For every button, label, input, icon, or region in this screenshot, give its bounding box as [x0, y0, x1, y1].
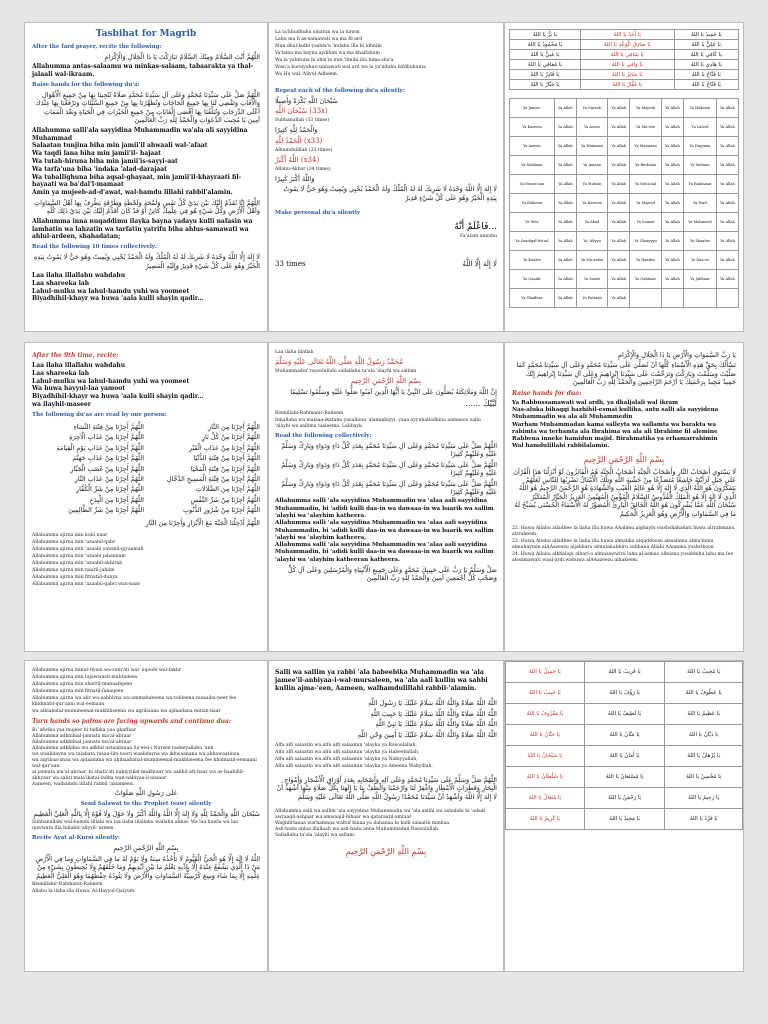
name-cell: Ya Mannaan	[630, 137, 662, 156]
arabic-text: اللَّهُمَّ صَلِّ عَلَى سَيِّدِنَا مُحَمَّدٍ وَعَلَى آلِ سَيِّدِنَا مُحَمَّدٍ بِعَدَدِ كُلِّ دَاءٍ وَدَوَاءٍ وَبَارِكْ وَسَلِّمْ عَلَيْهِ وَعَلَيْهِمْ كَثِيرًا	[281, 460, 497, 478]
instruction-heading: Read the following 10 times collectively:	[32, 244, 158, 251]
divine-name-cell: يَا بُرْهَانُ يَا اللهُ	[665, 746, 743, 767]
dua-line: اللَّهُمَّ أَجِرْنَا مِنْ غَضَبِ الْجَبَّارِ	[70, 464, 144, 473]
instruction-heading: Turn hands so palms are facing upwards and continue dua:	[32, 717, 232, 725]
instruction-heading: Read the following collectively:	[275, 432, 372, 439]
arabic-text: سُبْحَانَ اللَّهِ وَالْحَمْدُ لِلَّهِ وَلَا إِلَهَ إِلَّا اللَّهُ وَاللَّهُ أَكْبَرُ وَلَا حَوْلَ وَلَا قُوَّةَ إِلَّا بِاللَّهِ الْعَلِيِّ الْعَظِيمِ	[33, 809, 260, 818]
transliteration: Allahumma inna nuqaddimu ilayka bayna yadayu kulli nafasin wa lamhatin wa lahzatin wa tarfatin yatrifu biha ahlus-samawati wa ahlul-ardeen, shahadatan;	[32, 217, 253, 241]
page-names-closing	[504, 660, 744, 972]
name-cell: Ya Allah	[716, 270, 738, 289]
name-cell: Ya Amaan	[576, 156, 607, 175]
arabic-line: اللَّهُ اللَّهُ صَلَاةً وَاللَّهُ اللَّهُ سَلَامٌ عَلَيْكَ يَا حَبِيبَ اللَّهِ	[370, 709, 497, 718]
dua-line: اللَّهُمَّ أَجِرْنَا مِنْ فِتْنَةِ الْمَحْيَا	[190, 464, 260, 473]
divine-name-cell: يَا سُبْحَانُ يَا اللهُ	[506, 746, 585, 767]
names-row	[506, 746, 743, 767]
divine-name-cell: يَا لَطِيفُ يَا اللهُ	[584, 704, 665, 725]
dua-line: اللَّهُمَّ أَجِرْنَا مِنَ النَّارِ	[208, 422, 260, 431]
count-label: Allahu-Akbar (34 times)	[275, 166, 331, 172]
divine-name-cell: يَا أَحَدُ يَا اللهُ	[580, 30, 674, 40]
name-cell: Ya Majeed	[630, 194, 662, 213]
name-cell: Ya Subhaan	[510, 156, 555, 175]
instruction-heading: Make personal du'a silently	[275, 210, 361, 217]
names-row	[510, 175, 739, 194]
arabic-list	[275, 699, 497, 739]
name-cell: Ya Ahad	[576, 213, 607, 232]
names-grid	[509, 98, 739, 308]
divine-name-cell: يَا سُلْطَانُ يَا اللهُ	[506, 767, 585, 788]
name-cell: Ya Witr	[510, 213, 555, 232]
divine-name-cell: يَا بَرُّ يَا اللهُ	[510, 30, 581, 40]
name-cell: Ya Burhaan	[630, 156, 662, 175]
name-cell: Ya Mahmood	[683, 213, 716, 232]
name-cell: Ya Allah	[661, 213, 683, 232]
count-label: Alhamdulillah (33 times)	[275, 147, 333, 153]
count-row	[275, 258, 497, 271]
name-cell: Ya Allah	[661, 251, 683, 270]
name-cell: Ya Allah	[661, 99, 683, 118]
divine-name-cell: يَا عَطُوفُ يَا اللهُ	[665, 683, 743, 704]
name-cell: Ya Allah	[554, 118, 576, 137]
names-row	[510, 270, 739, 289]
dua-column	[148, 421, 260, 517]
transliteration-list	[275, 743, 497, 770]
verse-list	[512, 526, 736, 564]
dua-line: اللَّهُمَّ أَجِرْنَا مِنْ شَرِّ النَّفْسِ	[190, 495, 260, 504]
transliteration-line: Allahumma ajirna min tajawwazil-mubtadeea	[32, 674, 138, 680]
page-hashr-verses	[504, 342, 744, 652]
names-row	[506, 704, 743, 725]
arabic-text: (x34) اللَّهُ أَكْبَرُ	[275, 155, 320, 164]
divine-name-cell: يَا حَمِيدُ يَا اللهُ	[674, 30, 738, 40]
names-row	[506, 683, 743, 704]
name-cell: Ya Fard	[683, 194, 716, 213]
transliteration-list	[32, 668, 260, 715]
dua-line: اللَّهُمَّ أَجِرْنَا مِنْ عَذَابِ الْآخِرَةِ	[69, 433, 144, 442]
name-cell: Ya Allah	[716, 156, 738, 175]
dua-line: اللَّهُمَّ أَجِرْنَا مِنْ شَرِّ الظَّالِمِينَ	[68, 506, 144, 515]
divine-name-cell: يَا فَتَّاحُ يَا اللهُ	[674, 80, 738, 90]
transliteration-line: Alfu alfi salaatin wa alfu alfi salaamin 'alayka ya Habeeballah,	[275, 749, 420, 755]
divine-name-cell: يَا مَحْمُودُ يَا اللهُ	[510, 40, 581, 50]
name-cell: Ya Allah	[608, 251, 630, 270]
name-cell	[630, 289, 662, 308]
divine-name-cell: يَا مُتَعَالُ يَا اللهُ	[506, 788, 585, 809]
name-cell: Ya Allah	[554, 213, 576, 232]
name-cell: Ya Allah	[554, 175, 576, 194]
dua-line: اللَّهُمَّ أَجِرْنَا مِنْ شُرُورِ الذُّنُوبِ	[183, 506, 260, 515]
transliteration-line: Laa ilaha illallah	[275, 350, 314, 355]
dua-columns	[32, 421, 260, 517]
name-cell: Ya Allah	[661, 232, 683, 251]
name-cell: Ya Raheem	[510, 194, 555, 213]
instruction-heading: Raise hands for dua:	[512, 389, 582, 397]
transliteration: Bismillahir-Rahmanir-Raheem	[32, 882, 103, 888]
divine-name-cell: يَا جَمِيلُ يَا اللهُ	[506, 662, 585, 683]
transliteration-line: Wa la yuhituna bi shai'in min 'ilmihi illa bima sha'a	[275, 57, 394, 63]
name-cell: Ya Allah	[661, 175, 683, 194]
name-cell: Ya Qahhaar	[630, 270, 662, 289]
name-cell: Ya Allah	[608, 232, 630, 251]
name-cell: Ya Kaafee	[510, 251, 555, 270]
name-cell: Ya Kareem	[510, 118, 555, 137]
name-cell: Ya Mu'aafee	[576, 251, 607, 270]
transliteration-line: Man dhal-ladhi yashfa'u 'indahu illa bi idhnihi	[275, 43, 382, 49]
name-cell: Ya Qaadir	[510, 270, 555, 289]
name-cell: Ya Allah	[554, 270, 576, 289]
transliteration-line: La ta'khudhuhu sinatun wa la nawm	[275, 30, 360, 35]
divine-name-cell: يَا مُجِيبُ يَا اللهُ	[665, 662, 743, 683]
transliteration-line: Allahumma ajirna min 'azaabi jahannam	[32, 554, 126, 560]
arabic-line: اللَّهُ اللَّهُ صَلَاةً وَاللَّهُ اللَّهُ سَلَامٌ عَلَيْكَ يَا نَبِيَّ اللَّهِ	[375, 720, 497, 729]
divine-name-cell: يَا غَنِيُّ يَا اللهُ	[510, 50, 581, 60]
page-tasbihat-title	[24, 22, 268, 332]
name-cell: Ya Allah	[661, 194, 683, 213]
name-cell: Ya Allah	[608, 213, 630, 232]
name-cell: Ya Allah	[554, 251, 576, 270]
divine-name-cell: يَا حَنَّانُ يَا اللهُ	[506, 725, 585, 746]
divine-name-cell: يَا فَرْدُ يَا اللهُ	[665, 809, 743, 830]
name-cell: Ya Azeez	[576, 118, 607, 137]
names-row	[510, 80, 739, 90]
name-cell: Ya Allah	[716, 232, 738, 251]
transliteration: Allahumma antas-salaamu wa minkas-salaam, tabaarakta ya thal-jalaali wal-ikraam.	[32, 63, 254, 79]
arabic-text: لَا يَسْتَوِي أَصْحَابُ النَّارِ وَأَصْحَابُ الْجَنَّةِ أَصْحَابُ الْجَنَّةِ هُمُ الْفَائِزُونَ لَوْ أَنْزَلْنَا هَذَا الْقُرْآنَ عَلَى جَبَلٍ لَرَأَيْتَهُ خَاشِعًا مُتَصَدِّعًا مِنْ خَشْيَةِ اللَّهِ وَتِلْكَ الْأَمْثَالُ نَضْرِبُهَا لِلنَّاسِ لَعَلَّهُمْ يَتَفَكَّرُونَ هُوَ اللَّهُ الَّذِي لَا إِلَهَ إِلَّا هُوَ عَالِمُ الْغَيْبِ وَالشَّهَادَةِ هُوَ الرَّحْمَنُ الرَّحِيمُ هُوَ اللَّهُ الَّذِي لَا إِلَهَ إِلَّا هُوَ الْمَلِكُ الْقُدُّوسُ السَّلَامُ الْمُؤْمِنُ الْمُهَيْمِنُ الْعَزِيزُ الْجَبَّارُ الْمُتَكَبِّرُ سُبْحَانَ اللَّهِ عَمَّا يُشْرِكُونَ هُوَ اللَّهُ الْخَالِقُ الْبَارِئُ الْمُصَوِّرُ لَهُ الْأَسْمَاءُ الْحُسْنَى يُسَبِّحُ لَهُ مَا فِي السَّمَاوَاتِ وَالْأَرْضِ وَهُوَ الْعَزِيزُ الْحَكِيمُ	[513, 467, 736, 518]
divine-name-cell: يَا قَادِرُ يَا اللهُ	[510, 70, 581, 80]
divine-name-cell: يَا مَجِيدُ يَا اللهُ	[584, 809, 665, 830]
arabic-text: اللَّهُمَّ صَلِّ عَلَى سَيِّدِنَا مُحَمَّدٍ وَعَلَى آلِ سَيِّدِنَا مُحَمَّدٍ بِعَدَدِ كُلِّ دَاءٍ وَدَوَاءٍ وَبَارِكْ وَسَلِّمْ عَلَيْهِ وَعَلَيْهِمْ كَثِيرًا	[281, 479, 497, 497]
transliteration-line: Lahu ma fi as-samawati wa ma fil-ard	[275, 36, 363, 42]
names-row	[510, 70, 739, 80]
names-row	[510, 40, 739, 50]
page-ayat-kursi	[24, 660, 268, 972]
names-table	[505, 661, 743, 830]
arabic-text: لَا إِلَهَ إِلَّا اللَّهُ وَحْدَهُ لَا شَرِيكَ لَهُ لَهُ الْمُلْكُ وَلَهُ الْحَمْدُ يُحْيِي وَيُمِيتُ وَهُوَ حَيٌّ لَا يَمُوتُ بِيَدِهِ الْخَيْرُ وَهُوَ عَلَى كُلِّ شَيْءٍ قَدِيرٌ وَإِلَيْهِ الْمَصِيرُ	[33, 253, 260, 270]
name-cell	[683, 289, 716, 308]
name-cell: Ya Jamee'	[510, 99, 555, 118]
name-cell: Ya Allah	[554, 194, 576, 213]
arabic-text: بِسْمِ اللَّهِ الرَّحْمَنِ الرَّحِيمِ	[350, 377, 422, 386]
names-row	[510, 118, 739, 137]
divine-name-cell: يَا هَادِي يَا اللهُ	[674, 60, 738, 70]
transliteration-line: Wa Hu wal-'Aliyul-Adheem.	[275, 71, 339, 77]
name-cell: Ya Qareeb	[576, 99, 607, 118]
names-row	[510, 232, 739, 251]
divine-name-cell: يَا مُسْتَعَانُ يَا اللهُ	[584, 767, 665, 788]
arabic-text: مُحَمَّدٌ رَسُولُ اللَّهِ صَلَّى اللَّهُ تَعَالَى عَلَيْهِ وَسَلَّمَ	[275, 357, 403, 366]
transliteration: Allahumma salli 'ala sayyidina Muhammadin wa 'alaa aali sayyidina Muhammadin, bi 'adidi kulli daa-in wa dawaaa-in wa baarik wa sallim 'alayhi wa 'alayhim katheera. Allahumma salli 'ala sayyidina Muhammadin wa 'alaa aali sayyidina Muhammadin, bi 'adidi kulli daa-in wa dawaaa-in wa baarik wa sallim 'alayhi wa 'alayhim katheera, Allahumma salli 'ala sayyidina Muhammadin wa 'alaa aali sayyidina Muhammadin, bi 'adidi kulli daa-in wa dawaaa-in wa baarik wa sallim 'alayhi wa 'alayhim katheeran katheera.	[275, 498, 494, 563]
name-cell: Ya Hannaan	[576, 137, 607, 156]
name-cell: Ya Dayyaan	[683, 137, 716, 156]
divine-name-cell: يَا حَبِيبُ يَا اللهُ	[506, 683, 585, 704]
transliteration: Bi 'afwika yaa mujeer bi fadlika yaa ghaffaar Allahumma adkhilnal-jannata ma'al-abraar Allahumma adkhilnal-jannata ma'al-abraar Allahumma adkhilna wa adkhil ustaadanaa Sa'eed-i Nursee radeeyallahu 'anh wa waalidayna wa talabata rasaa-ilin-noori waalidayna wa ikhwaanana wa akhawaatinaa wa aqribaa-anaa wa ajdaadana wa ahibaabanal-mumineenal-mukhliseena fee khidmatil-eemaani wal-qur'aan al jannata ma'al-abraar, bi shafa'ati nabiyyikal-mukhtaar wa aalihil-att-haar wa as-haabihil-akhyaar wa saliri mala'ikatal-ladha wan-nabiyaa-il-ansaar Aameen, walhamdu lillahi rabbil 'aalameen.	[32, 727, 257, 787]
transliteration: Allahumma salli wa sallim 'ala sayyidina Muhammadin wa 'ala aalihi wa ashabihi bi 'adadi awraaqil-ashjaar wa amwaajil-bihaar wa qataraatil-amtaar Waghfirlanaa warhamnaa waltuf binaa ya ilahanaa bi kulli salaatin minhaa Ash-hadu anlaa illallaah wa ash-hadu anna Muhammadan Rasoolullah Sallallahu ta'ala 'alayhi wa sallam.	[275, 809, 486, 838]
arabic-text: وَالْحَمْدُ لِلَّهِ كَثِيرًا	[275, 126, 318, 135]
transliteration-line: Alfu alfi salaatin wa alfu alfi salaamin 'alayka ya Ameena Wahyillah.	[275, 763, 433, 769]
transliteration-line: Allahumma ajirna min 'azaabil-qabr	[32, 540, 116, 546]
name-cell: Ya Allah	[554, 289, 576, 308]
dua-line: اللَّهُمَّ أَجِرْنَا مِنْ شَرِّ الْكُفَّارِ	[76, 485, 144, 494]
dua-line: اللَّهُمَّ أَجِرْنَا مِنْ عَذَابِ النَّارِ	[74, 474, 144, 483]
divine-name-cell: يَا رَحِيمُ يَا اللهُ	[665, 788, 743, 809]
arabic-text: نَسْأَلُكَ بِحَقِّ هَذِهِ الْأَسْمَاءِ كُلِّهَا أَنْ تُصَلِّيَ عَلَى سَيِّدِنَا مُحَمَّدٍ وَعَلَى آلِ سَيِّدِنَا مُحَمَّدٍ كَمَا صَلَّيْتَ وَسَلَّمْتَ وَبَارَكْتَ وَتَرَحَّمْتَ عَلَى سَيِّدِنَا إِبْرَاهِيمَ وَعَلَى آلِ سَيِّدِنَا إِبْرَاهِيمَ إِنَّكَ حَمِيدٌ مَجِيدٌ بِرَحْمَتِكَ يَا أَرْحَمَ الرَّاحِمِينَ وَالْحَمْدُ لِلَّهِ رَبِّ الْعَالَمِينَ	[516, 361, 736, 387]
names-row	[510, 50, 739, 60]
count-label: Subhanallah (33 times)	[275, 118, 330, 124]
name-cell: Ya Ghaniyyu	[630, 232, 662, 251]
basmala: بِسْمِ اللَّهِ الرَّحْمَنِ الرَّحِيمِ	[113, 844, 179, 853]
divine-name-cell: يَا غَفَّارُ يَا اللهُ	[580, 80, 674, 90]
name-cell: Ya Allah	[661, 270, 683, 289]
count-label: 33 times	[275, 260, 306, 269]
name-cell: Ya Saadiqal-Wa'ad	[510, 232, 555, 251]
transliteration: Allahu la ilaha illa Huwa, Al-Hayyul-Qaiyum	[32, 889, 135, 894]
transliteration: Laa ilaha illallahu wahdahu Laa shareeka lah Lahul-mulku wa lahul-hamdu yuhi wa yoomeet Wa huwa hayyul-laa yamoot Biyadhihil-khayr wa huwa 'aala kulli shayin qadir... wa ilayhil-maseer	[32, 362, 204, 408]
name-cell: Ya Allah	[554, 232, 576, 251]
name-cell: Ya Mu'een	[630, 118, 662, 137]
transliteration-line: Allahumma ajirna min 'azaabi yawmil-qiyaamah	[32, 547, 144, 553]
name-cell: Ya Samad	[630, 213, 662, 232]
name-cell: Ya Muhsin	[576, 175, 607, 194]
transliteration-line: Allahumma ajirna min fitnatid-dunya	[32, 574, 118, 580]
arabic-text: صَلِّ وَسَلِّمْ يَا رَبِّ عَلَى حَبِيبِكَ مُحَمَّدٍ وَعَلَى جَمِيعِ الْأَنْبِيَاءِ وَالْمُرْسَلِينَ وَعَلَى آلِ كُلٍّ وَصَحْبِ كُلٍّ أَجْمَعِينَ آمِينَ وَالْحَمْدُ لِلَّهِ رَبِّ الْعَالَمِينَ	[287, 565, 497, 583]
divine-name-cell: يَا دَيَّانُ يَا اللهُ	[665, 725, 743, 746]
arabic-text: ...فَاعْلَمْ أَنَّهُ	[454, 222, 497, 233]
name-cell: Ya Allah	[554, 156, 576, 175]
divine-name-cell: يَا مَنَّانُ يَا اللهُ	[584, 725, 665, 746]
arabic-text: إِنَّ اللَّهَ وَمَلَائِكَتَهُ يُصَلُّونَ عَلَى النَّبِيِّ يَا أَيُّهَا الَّذِينَ آمَنُوا صَلُّوا عَلَيْهِ وَسَلِّمُوا تَسْلِيمًا	[290, 388, 497, 397]
page-title: Tasbihat for Magrib	[95, 29, 197, 39]
names-table	[509, 29, 739, 90]
transliteration-line: Allahumma ajirna min kulli naar	[32, 533, 108, 539]
divine-name-cell: يَا قَرِيبُ يَا اللهُ	[584, 662, 665, 683]
divine-name-cell: يَا وَافِي يَا اللهُ	[580, 60, 674, 70]
names-row	[506, 725, 743, 746]
arabic-text: عَلَى رَسُولِ اللَّهِ صَلَوَاتٌ	[114, 789, 178, 798]
arabic-line: اللَّهُ اللَّهُ صَلَاةً وَاللَّهُ اللَّهُ سَلَامٌ عَلَيْكَ يَا رَسُولَ اللَّهِ	[368, 699, 497, 708]
arabic-text: لَا إِلَهَ إِلَّا اللَّهُ	[462, 260, 497, 269]
transliteration-line: Allahumma ajirna min 'azaabil-qabri wan-naar	[32, 581, 140, 587]
dua-line: اللَّهُمَّ أَجِرْنَا مِنْ عَذَابِ يَوْمِ الْقِيَامَةِ	[56, 443, 144, 452]
names-row	[510, 251, 739, 270]
instruction-heading: Repeat each of the following du'a silently:	[275, 87, 405, 94]
dua-line: اللَّهُمَّ أَجِرْنَا مِنْ فِتْنَةِ الْمَسِيحِ الدَّجَّالِ	[166, 474, 260, 483]
transliteration-line: Wasi'a kursiyuhus-samawati wal ard wa la ya'uduhu hifdhuhuma	[275, 64, 426, 70]
transliteration-line: Allahumma ajirna minat-tiyaai wa-sum'ati wal-'uqoobi wal-fakhr	[32, 668, 182, 673]
names-row	[510, 137, 739, 156]
name-cell: Ya Allah	[661, 137, 683, 156]
names-row	[506, 662, 743, 683]
name-cell: Ya Hakeem	[683, 99, 716, 118]
name-cell: Ya Allah	[716, 137, 738, 156]
arabic-text: اللَّهُمَّ صَلِّ وَسَلِّمْ عَلَى سَيِّدِنَا مُحَمَّدٍ وَعَلَى آلِهِ وَأَصْحَابِهِ بِعَدَدِ أَوْرَاقِ الْأَشْجَارِ وَأَمْوَاجِ الْبِحَارِ وَقَطَرَاتِ الْأَمْطَارِ وَاغْفِرْ لَنَا وَارْحَمْنَا وَالْطُفْ بِنَا يَا إِلَهَنَا بِكُلِّ صَلَاةٍ مِنْهَا أَشْهَدُ أَنْ لَا إِلَهَ إِلَّا اللَّهُ وَأَشْهَدُ أَنَّ سَيِّدَنَا مُحَمَّدًا رَسُولُ اللَّهِ صَلَّى اللَّهُ تَعَالَى عَلَيْهِ وَسَلَّمَ	[276, 775, 497, 801]
names-row	[510, 60, 739, 70]
name-cell: Ya Allah	[716, 213, 738, 232]
name-cell: Ya Musta'aan	[510, 175, 555, 194]
name-cell: Ya Saatir	[576, 270, 607, 289]
divine-name-cell: يَا شَافِي يَا اللهُ	[580, 50, 674, 60]
name-cell: Ya Jabbaar	[683, 270, 716, 289]
name-cell: Ya Allah	[608, 270, 630, 289]
names-row	[510, 30, 739, 40]
name-cell: Ya Allah	[661, 156, 683, 175]
arabic-line: اللَّهُ اللَّهُ صَلَاةً وَاللَّهُ اللَّهُ سَلَامٌ عَلَيْكَ يَا أَمِينَ وَحْيِ اللَّهِ	[357, 730, 497, 739]
transliteration: Laa ilaha illallahu wahdahu Laa shareeka lah Lahul-mulku wa lahul-hamdu yuhi wa yoomeet Biyadhihil-khayr wa huwa 'aala kulli shayin qadir...	[32, 272, 204, 303]
transliteration-line: Allahumma ajirna min sharril-munaafiqeen	[32, 681, 133, 687]
name-cell: Ya Mujeeb	[630, 99, 662, 118]
transliteration-list	[32, 533, 260, 588]
page-tasbih-counts	[268, 22, 504, 332]
name-cell: Ya Allah	[554, 99, 576, 118]
page-ajirna	[24, 342, 268, 652]
instruction-heading: Recite Ayat al-Kursi silently:	[32, 835, 120, 842]
arabic-text: لَبَّيْكَ ......	[465, 398, 497, 408]
name-cell: Ya Kareem	[576, 194, 607, 213]
divine-name-cell: يَا رَؤُفُ يَا اللهُ	[584, 683, 665, 704]
dua-column	[32, 421, 144, 517]
name-cell: Ya Allah	[716, 251, 738, 270]
transliteration-line: Ya'lamu ma bayna aydihim wa ma khalfahum	[275, 50, 380, 56]
transliteration: Muhammadur rasoolullahi sallallahu ta'ala 'alayhi wa sallam	[275, 369, 417, 375]
name-cell: Ya Allah	[716, 99, 738, 118]
transliteration-line: Allahumma ajirna min fitnatil-fanaqeen	[32, 688, 124, 694]
arabic-text: اللَّهُ لَا إِلَهَ إِلَّا هُوَ الْحَيُّ الْقَيُّومُ لَا تَأْخُذُهُ سِنَةٌ وَلَا نَوْمٌ لَهُ مَا فِي السَّمَاوَاتِ وَمَا فِي الْأَرْضِ مَنْ ذَا الَّذِي يَشْفَعُ عِنْدَهُ إِلَّا بِإِذْنِهِ يَعْلَمُ مَا بَيْنَ أَيْدِيهِمْ وَمَا خَلْفَهُمْ وَلَا يُحِيطُونَ بِشَيْءٍ مِنْ عِلْمِهِ إِلَّا بِمَا شَاءَ وَسِعَ كُرْسِيُّهُ السَّمَاوَاتِ وَالْأَرْضَ وَلَا يَئُودُهُ حِفْظُهُمَا وَهُوَ الْعَلِيُّ الْعَظِيمُ	[35, 854, 260, 880]
name-cell: Ya Allah	[608, 156, 630, 175]
divine-name-cell: يَا كَرِيمُ يَا اللهُ	[506, 809, 585, 830]
names-row	[510, 213, 739, 232]
names-row	[510, 156, 739, 175]
divine-name-cell: يَا رَحْمَنُ يَا اللهُ	[584, 788, 665, 809]
name-cell: Ya Daa'ee	[683, 251, 716, 270]
instruction-heading: Send Salawat to the Prophet (saw) silently	[80, 800, 212, 807]
dua-line: اللَّهُمَّ أَجِرْنَا مِنْ عَذَابِ الْقَبْرِ	[189, 443, 260, 452]
basmala: بِسْمِ اللَّهِ الرَّحْمَنِ الرَّحِيمِ	[583, 454, 665, 464]
divine-name-cell: يَا جَبَّارُ يَا اللهُ	[510, 80, 581, 90]
page-alfu-salaat	[268, 660, 504, 972]
transliteration-line: wa albiabatal-mumineenal-mukhlliseena wa aqribaana wa ajdaadana minan-naar	[32, 708, 221, 714]
names-row	[510, 99, 739, 118]
transliteration: Allahumma salli'ala sayyidina Muhammadin wa'ala ali sayyidina Muhammad Salaatan tunjina biha min jamii'il ahwaali wal-'afaat Wa taqdi lana biha min jamii'il- hajaat Wa tutah-hiruna biha min jamii'is-sayyi-aat Wa tarfa'una biha 'indaka 'alad-darajaat Wa tuballighuna biha aqsal-ghayaat, min jamii'il-khayraati fil-hayaati wa ba'dal'l-mamaat Amin ya mujeeb-ad-d'awat, wal-hamdu lillahi rabbil'alamin.	[32, 126, 248, 197]
instruction-heading: After the 9th time, recite:	[32, 352, 119, 359]
arabic-text: سُبْحَانَ اللَّهِ بُكْرَةً وَأَصِيلًا	[275, 96, 338, 105]
basmala: بِسْمِ اللَّهِ الرَّحْمَنِ الرَّحِيمِ	[345, 846, 427, 856]
transliteration: Fa'alam annahu	[460, 234, 497, 240]
transliteration-line: Alfu alfi salaatin wa alfu alfi salaamin 'alayka ya Nabiyyallah,	[275, 756, 418, 762]
instruction-heading: The following du'as are read by one person:	[32, 411, 167, 418]
dua-line: اللَّهُمَّ أَجِرْنَا مِنْ فِتْنَةِ الدُّنْيَا	[193, 454, 260, 463]
name-cell: Ya Allah	[608, 99, 630, 118]
transliteration-line: Allahumma ajirna min naaril-jahiim	[32, 568, 115, 573]
divine-name-cell: يَا فَتَّاحُ يَا اللهُ	[674, 70, 738, 80]
divine-name-cell: يَا أَمَانُ يَا اللهُ	[584, 746, 665, 767]
transliteration: Subhanallahi wal-hamdu lillahi wa laa ilaha illallahu wallahu akbar. Wa laa hawla wa laa quwwata illa billahil-'aliyyil-'azeem.	[32, 820, 239, 832]
divine-name-cell: يَا مُعَافِي يَا اللهُ	[510, 60, 581, 70]
names-row	[506, 788, 743, 809]
name-cell: Ya Allah	[608, 118, 630, 137]
divine-name-cell: يَا كَافِي يَا اللهُ	[674, 50, 738, 60]
name-cell: Ya Allah	[716, 175, 738, 194]
name-cell: Ya Haadee	[630, 251, 662, 270]
arabic-text: (33x) سُبْحَانَ اللَّهِ	[275, 107, 328, 116]
dua-line: اللَّهُمَّ أَجِرْنَا مِنَ الضَّلَالَاتِ	[195, 485, 260, 494]
transliteration-line: Allahumma ajirna wa alir wa-aabbiyna wa-ummahateena wa-tobleena rasaaiba-neer fee khidmatil-qur'aani wal-eemaan	[32, 695, 237, 707]
verse-item: 23. Huwa Allahu alladhee la ilaha illa huwa almaliku alquddoosu alssalamu almu'minu almuhaymin alAAazeezu aljabbaru almutakabbiru subhana Allahi AAamma yushrikoon.	[512, 539, 716, 551]
verse-item: 24. Huwa Allahu alkhaliqu albari-o almusawwiru lahu al-asmao alhusna yusabbihu lahu ma fee alssamawati waal-ardi wahuwa alAAazeezu alhakeem.	[512, 552, 734, 564]
page-salawat	[268, 342, 504, 652]
verse-item: 22. Huwa Allahu alladhee la ilaha illa huwa AAalimu alghaybi washshahadati huwa alrrahmanu alrraheem.	[512, 526, 735, 538]
dua-line: اللَّهُمَّ أَجِرْنَا مِنْ فِتْنَةِ النِّسَاءِ	[73, 422, 144, 431]
name-cell: Ya Allah	[608, 175, 630, 194]
transliteration: Salli wa sallim ya rabbi 'ala habeebika Muhammadin wa 'ala jamee'il-anbiyaa-i-wal-mursaleen, wa 'ala aali kullin wa sahbi kullin ajma-'een, Aameen, walhamdulillahi rabbil-'alamin.	[275, 669, 488, 693]
divine-name-cell: يَا صَادِقَ الْوَعْدِ يَا اللهُ	[580, 40, 674, 50]
name-cell: Ya 'Aliyyu	[576, 232, 607, 251]
names-row	[510, 289, 739, 308]
divine-name-cell: يَا سَاتِرُ يَا اللهُ	[580, 70, 674, 80]
name-cell: Ya Fattaah	[576, 289, 607, 308]
dua-line: اللَّهُمَّ أَجِرْنَا مِنَ الْبِدَعِ	[89, 495, 144, 504]
names-row	[506, 767, 743, 788]
transliteration: Bismillahi-Rahmanir-Raheem	[275, 410, 344, 416]
name-cell: Ya Allah	[608, 289, 630, 308]
arabic-text: وَاللَّهُ أَكْبَرُ كَبِيرًا	[275, 174, 315, 183]
name-cell: Ya Azeem	[510, 137, 555, 156]
arabic-text: اللَّهُمَّ إِنَّا نُقَدِّمُ إِلَيْكَ بَيْنَ يَدَيْ كُلِّ نَفَسٍ وَلَمْحَةٍ وَلَحْظَةٍ وَطَرْفَةٍ يَطْرِفُ بِهَا أَهْلُ السَّمَاوَاتِ وَأَهْلُ الْأَرْضِ وَكُلِّ شَيْءٍ هُوَ فِي عِلْمِكَ كَائِنٌ أَوْ قَدْ كَانَ أُقَدِّمُ إِلَيْكَ بَيْنَ يَدَيْ ذَلِكَ كُلِّهِ	[34, 198, 260, 216]
arabic-text: اللَّهُمَّ أَنْتَ السَّلَامُ وَمِنْكَ السَّلَامُ تَبَارَكْتَ يَا ذَا الْجَلَالِ وَالْإِكْرَامِ	[104, 53, 260, 61]
divine-name-cell: يَا مَعْرُوفُ يَا اللهُ	[506, 704, 585, 725]
transliteration: Ya Rabbussamawati wal ardh, ya dhaljalali wal ikram Nas-aluka bihaqqi hazhihil-esmai kulliha, antu salli ala sayyidena Muhammadin wa ala ali Muhammedin Warham Muhammadan kama salleyta wa sallamta wa barakta wa rahimta wa terhamta ala Ibrahima wa ala ali Ibrahime fil alemine Rabbena inneke hamidun majid. Birahmatika ya erhamarrahimin Wal hamdulillahi rabbilalamin.	[512, 399, 719, 450]
arabic-text: اللَّهُمَّ أَدْخِلْنَا الْجَنَّةَ مَعَ الْأَبْرَارِ وَأَجِرْنَا مِنَ النَّارِ	[145, 518, 260, 527]
name-cell: Ya Allah	[608, 194, 630, 213]
names-row	[510, 194, 739, 213]
name-cell: Ya Allah	[661, 118, 683, 137]
arabic-text: يَا رَبَّ السَّمَوَاتِ وَالْأَرْضِ يَا ذَا الْجَلَالِ وَالْإِكْرَامِ	[617, 351, 736, 359]
transliteration-line: Alfu alfi salaatin wa alfu alfi salaamin 'alayka ya Rasoolallah,	[275, 742, 417, 748]
name-cell: Ya Shaafee	[683, 232, 716, 251]
name-cell: Ya Rahmaan	[683, 175, 716, 194]
name-cell	[716, 289, 738, 308]
name-cell: Ya Allah	[716, 118, 738, 137]
name-cell: Ya Allah	[608, 137, 630, 156]
dua-line: اللَّهُمَّ أَجِرْنَا مِنْ عَذَابِ جَهَنَّمَ	[72, 454, 144, 463]
arabic-text: (x33) الْحَمْدُ لِلَّهِ	[275, 136, 323, 145]
name-cell: Ya Lateef	[683, 118, 716, 137]
arabic-text: اللَّهُمَّ صَلِّ عَلَى سَيِّدِنَا مُحَمَّدٍ وَعَلَى آلِ سَيِّدِنَا مُحَمَّدٍ بِعَدَدِ كُلِّ دَاءٍ وَدَوَاءٍ وَبَارِكْ وَسَلِّمْ عَلَيْهِ وَعَلَيْهِمْ كَثِيرًا	[281, 441, 497, 459]
name-cell: Ya Muta'aal	[630, 175, 662, 194]
instruction-heading: After the fard prayer, recite the following:	[32, 44, 162, 50]
instruction-heading: Raise hands for the following du'a:	[32, 82, 140, 89]
transliteration-line: Allahumma ajirna min 'azaabil-akhirah	[32, 561, 123, 567]
dua-line: اللَّهُمَّ أَجِرْنَا مِنْ كُلِّ نَارٍ	[201, 433, 260, 442]
name-cell: Ya Ghaffaar	[510, 289, 555, 308]
divine-name-cell: يَا عَلِيُّ يَا اللهُ	[674, 40, 738, 50]
names-row	[506, 809, 743, 830]
name-cell	[661, 289, 683, 308]
page-asmaul-husna	[504, 22, 744, 332]
transliteration: Innallaha wa malaaa-ikatahu yusalluna 'alannabiyyi, yaaa ayyuhalladhina aamanoo sallu 'alayhi wa sallimu tasleema. Labbayk.	[275, 417, 481, 429]
divine-name-cell: يَا مُحْسِنُ يَا اللهُ	[665, 767, 743, 788]
arabic-text: لَا إِلَهَ إِلَّا اللَّهُ وَحْدَهُ لَا شَرِيكَ لَهُ لَهُ الْمُلْكُ وَلَهُ الْحَمْدُ يُحْيِي وَيُمِيتُ وَهُوَ حَيٌّ لَا يَمُوتُ بِيَدِهِ الْخَيْرُ وَهُوَ عَلَى كُلِّ شَيْءٍ قَدِيرٌ	[283, 185, 497, 202]
name-cell: Ya Allah	[554, 137, 576, 156]
name-cell: Ya Sultaan	[683, 156, 716, 175]
divine-name-cell: يَا عَظِيمُ يَا اللهُ	[665, 704, 743, 725]
name-cell: Ya Allah	[716, 194, 738, 213]
arabic-text: اللَّهُمَّ صَلِّ عَلَى سَيِّدِنَا مُحَمَّدٍ وَعَلَى آلِ سَيِّدِنَا مُحَمَّدٍ صَلَاةً تُنْجِينَا بِهَا مِنْ جَمِيعِ الْأَهْوَالِ وَالْآفَاتِ وَتَقْضِي لَنَا بِهَا جَمِيعَ الْحَاجَاتِ وَتُطَهِّرُنَا بِهَا مِنْ جَمِيعِ السَّيِّئَاتِ وَتَرْفَعُنَا بِهَا عِنْدَكَ أَعْلَى الدَّرَجَاتِ وَتُبَلِّغُنَا بِهَا أَقْصَى الْغَايَاتِ مِنْ جَمِيعِ الْخَيْرَاتِ فِي الْحَيَاةِ وَبَعْدَ الْمَمَاتِ آمِينَ يَا مُجِيبَ الدَّعَوَاتِ وَالْحَمْدُ لِلَّهِ رَبِّ الْعَالَمِينَ	[35, 91, 260, 125]
